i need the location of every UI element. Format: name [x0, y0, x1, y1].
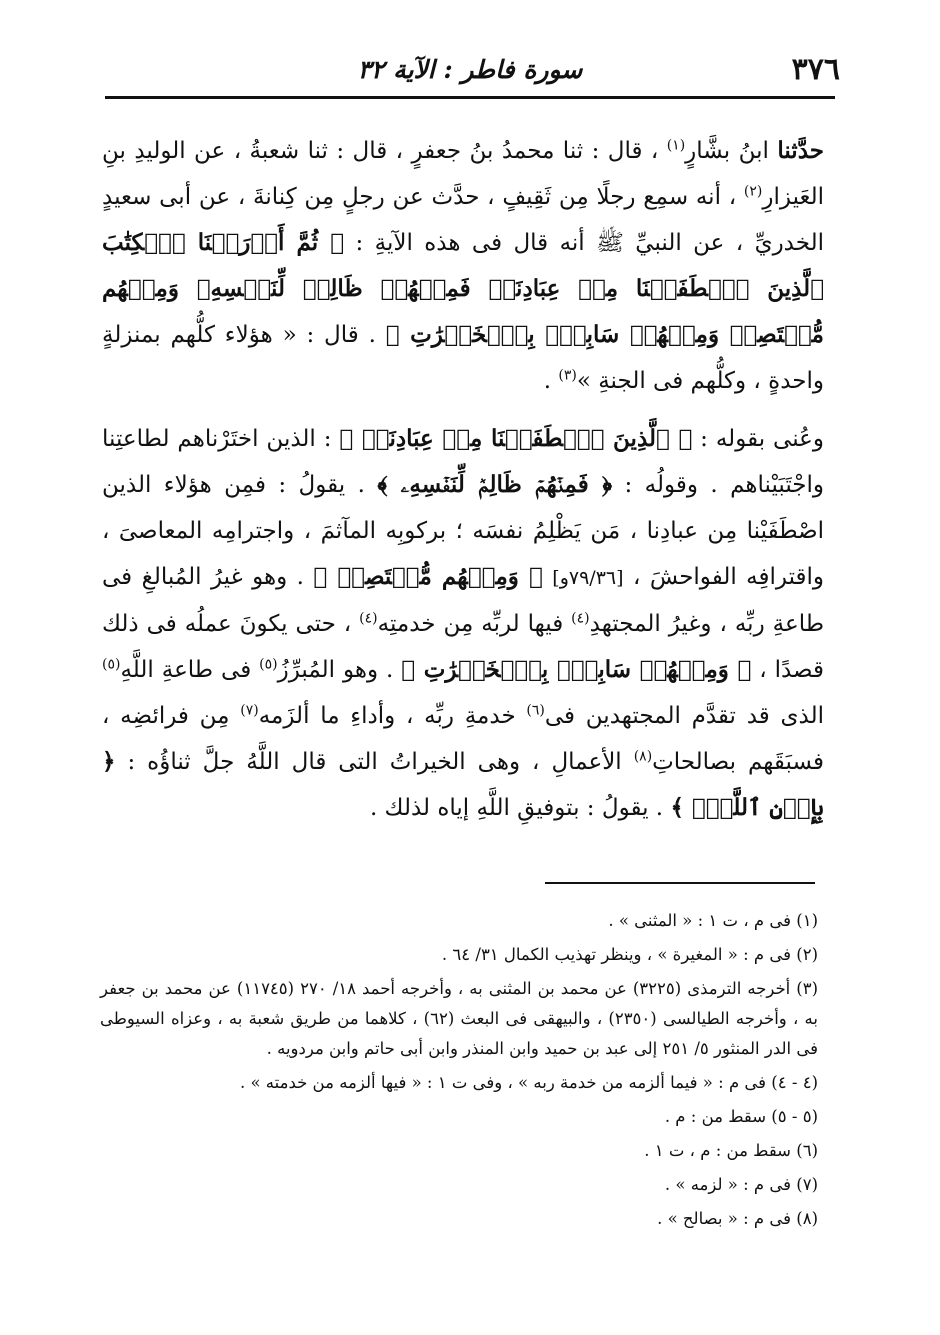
- text-run: .: [543, 368, 559, 394]
- quran-quote: ﴿ وَمِنۡهُم مُّقۡتَصِدٞ ﴾: [313, 563, 543, 590]
- footnote-marker-4: (٤): [571, 610, 590, 627]
- quran-quote: ﴿ ٱلَّذِينَ ٱصۡطَفَيۡنَا مِنۡ عِبَادِنَاۖ ﴾: [339, 425, 693, 452]
- quran-quote: ﴿ فَمِنۡهُمۡ ظَالِمٞ لِّنَفۡسِهِۦ ﴾: [377, 471, 613, 498]
- footnote-3: (٣) أخرجه الترمذى (٣٢٢٥) عن محمد بن المثنى به ، وأخرجه أحمد ١٨/ ٢٧٠ (١١٧٤٥) عن محمد بن جعفر به ، وأخرجه الطيالسى (٢٣٥٠) ، والبيهقى فى البعث (٦٢) ، كلاهما من طريق شعبة به ، وعزاه السيوطى فى الدر المنثور ٥/ ٢٥١ إلى عبد بن حميد وابن المنذر وابن أبى حاتم وابن مردويه .: [100, 979, 819, 1058]
- text-run: الذى قد تقدَّم المجتهدين فى: [544, 703, 824, 729]
- text-run: وعُنى بقوله :: [692, 426, 824, 452]
- footnote-4: (٤ - ٤) فى م : « فيما ألزمه من خدمة ربه » ، وفى ت ١ : « فيها ألزمه من خدمته » .: [239, 1073, 818, 1092]
- footnote-marker-2: (٢): [743, 183, 763, 200]
- footnote-marker-3: (٣): [558, 367, 577, 384]
- footnote-2: (٢) فى م : « المغيرة » ، وينظر تهذيب الكمال ٣١/ ٦٤ .: [441, 945, 818, 964]
- text-run: مِن فرائضِه ، فسبَقَهم بصالحاتِ: [102, 703, 824, 775]
- footnote-8: (٨) فى م : « بصالح » .: [657, 1209, 818, 1228]
- footnote-7: (٧) فى م : « لزمه » .: [664, 1175, 818, 1194]
- paragraph-2: [102, 416, 824, 831]
- text-run: [543, 564, 552, 590]
- quran-quote: ﴿ ثُمَّ أَوۡرَثۡنَا ٱلۡكِتَٰبَ ٱلَّذِينَ ٱصۡطَفَيۡنَا مِنۡ عِبَادِنَاۖ فَمِنۡهُمۡ ظَالِمٞ لِّنَفۡسِهِۦ وَمِنۡهُم مُّقۡتَصِدٞ وَمِنۡهُمۡ سَابِقُۢ بِٱلۡخَيۡرَٰتِ ﴾: [102, 229, 824, 348]
- manuscript-reference: [٧٩/٣٦و]: [552, 567, 624, 589]
- footnote-1: (١) فى م ، ت ١ : « المثنى » .: [608, 911, 818, 930]
- footnote-marker-1: (١): [666, 137, 686, 154]
- footnote-rule: [545, 882, 815, 884]
- text-run: فى طاعةِ اللَّهِ: [120, 657, 260, 683]
- text-run: ابنُ بشَّارٍ: [685, 138, 778, 164]
- footnote-marker-6: (٦): [526, 702, 545, 719]
- text-run: . قال : « هؤلاء كلُّهم بمنزلةٍ واحدةٍ ، وكلُّهم فى الجنةِ »: [102, 322, 824, 394]
- text-run: . وهو المُبرِّزُ: [277, 657, 402, 683]
- footnotes: [100, 906, 818, 1238]
- footnote-marker-5-end: (٥): [102, 656, 121, 673]
- quran-quote: ﴿ وَمِنۡهُمۡ سَابِقُۢ بِٱلۡخَيۡرَٰتِ ﴾: [401, 656, 752, 683]
- footnote-5: (٥ - ٥) سقط من : م .: [664, 1107, 818, 1126]
- text-run: . وهو غيرُ المُبالغِ فى طاعةِ ربِّه ، وغيرُ المجتهدِ: [102, 564, 825, 637]
- text-run: فيها لربِّه مِن خدمتِه: [377, 611, 572, 637]
- text-run: . يقولُ : فمِن هؤلاء الذين اصْطَفَيْنا مِن عبادِنا ، مَن يَظْلِمُ نفسَه ؛ بركوبِه المآثمَ ، واجترامِه المعاصىَ ، واقترافِه الفواحشَ ،: [102, 472, 825, 590]
- text-run: خدمةِ ربِّه ، وأداءِ ما ألزَمه: [258, 703, 527, 729]
- footnote-marker-5: (٥): [259, 656, 278, 673]
- text-run: . يقولُ : بتوفيقِ اللَّهِ إياه لذلك .: [369, 795, 671, 821]
- footnote-marker-8: (٨): [633, 748, 653, 765]
- text-run: ، قال : ثنا محمدُ بنُ جعفرٍ ، قال : ثنا شعبةُ ، عن الوليدِ بنِ العَيزارِ: [102, 138, 824, 210]
- narration-lead: حدَّثنا: [777, 137, 824, 164]
- quran-quote: ﴿ بِإِذۡنِ ٱللَّهِۚ ﴾: [102, 748, 824, 821]
- page-number: ٣٧٦: [791, 52, 840, 87]
- running-title: سورة فاطر : الآية ٣٢: [357, 55, 583, 84]
- footnote-6: (٦) سقط من : م ، ت ١ .: [644, 1141, 818, 1160]
- text-run: ، أنه سمِع رجلًا مِن ثَقِيفٍ ، حدَّث عن رجلٍ مِن كِنانةَ ، عن أبى سعيدٍ الخدريِّ ، عن النبيِّ ﷺ أنه قال فى هذه الآيةِ :: [102, 184, 824, 256]
- text-run: : الذين اختَرْناهم لطاعتِنا واجْتَبَيْناهم . وقولُه :: [102, 426, 825, 498]
- text-run: الأعمالِ ، وهى الخيراتُ التى قال اللَّهُ جلَّ ثناؤُه :: [115, 749, 634, 775]
- main-text: [102, 128, 824, 843]
- paragraph-1: [102, 128, 824, 404]
- page-header: [100, 48, 840, 88]
- header-rule: [105, 96, 835, 99]
- footnote-marker-7: (٧): [240, 702, 259, 719]
- text-run: ، حتى يكونَ عملُه فى ذلك قصدًا ،: [102, 611, 825, 683]
- footnote-marker-4-end: (٤): [359, 610, 378, 627]
